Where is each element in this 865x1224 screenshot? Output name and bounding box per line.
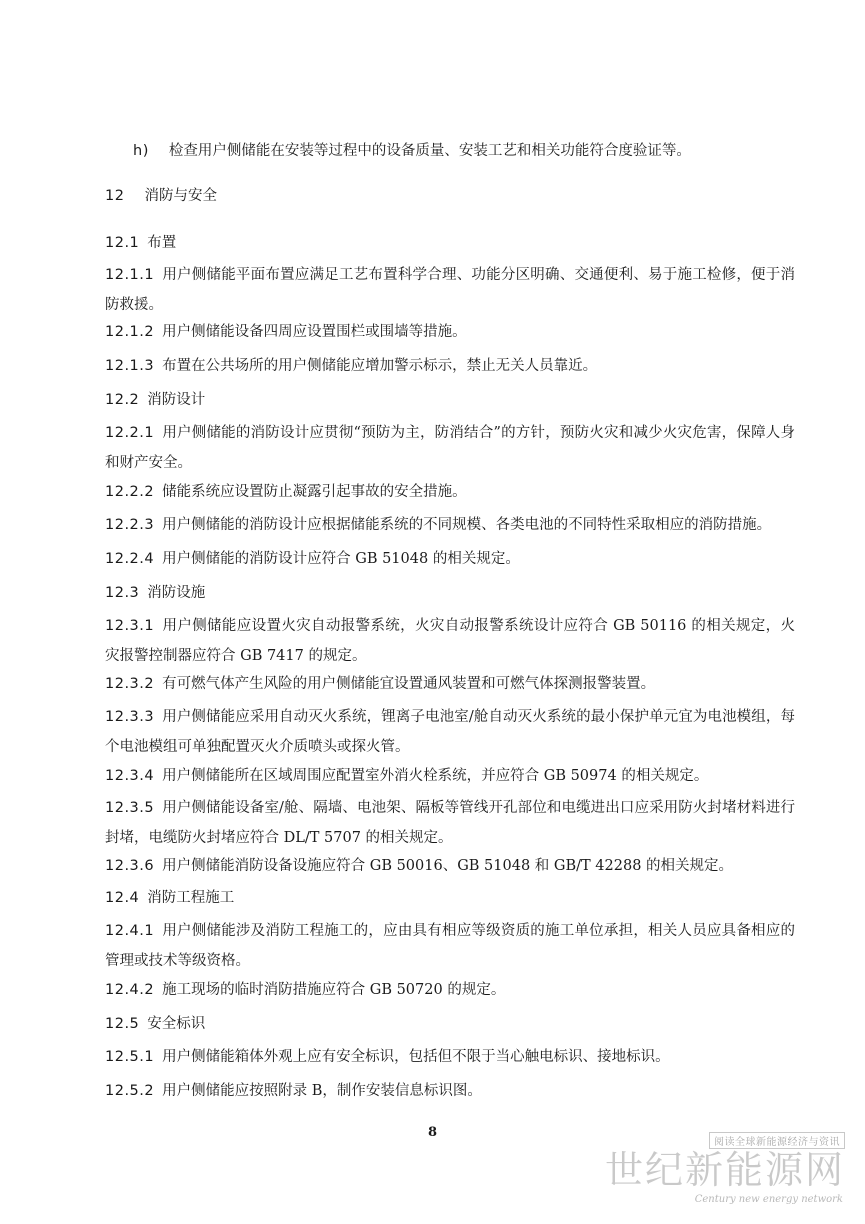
clause-number: 12.4.1 [105, 923, 155, 939]
clause-number: 12.5.1 [105, 1049, 155, 1065]
clause-12-2-3 [105, 511, 795, 539]
clause-number: 12.3.2 [105, 676, 155, 692]
clause-12-3-3 [105, 702, 795, 762]
section-heading-12-2 [105, 386, 795, 414]
clause-text: 用户侧储能应按照附录 B，制作安装信息标识图。 [162, 1083, 482, 1099]
section-title: 安全标识 [147, 1016, 206, 1032]
clause-number: 12.5.2 [105, 1083, 155, 1099]
section-number: 12.3 [105, 585, 140, 601]
section-title: 消防设施 [147, 585, 206, 601]
clause-12-1-2 [105, 318, 795, 346]
clause-text: 用户侧储能设备四周应设置围栏或围墙等措施。 [162, 324, 467, 340]
section-number: 12.4 [105, 890, 140, 906]
list-item-h [133, 137, 823, 165]
clause-number: 12.2.2 [105, 484, 155, 500]
clause-number: 12.3.5 [105, 800, 155, 816]
section-title: 消防工程施工 [147, 890, 235, 906]
clause-number: 12.1.3 [105, 358, 155, 374]
clause-number: 12.2.3 [105, 517, 155, 533]
section-number: 12.2 [105, 392, 140, 408]
clause-number: 12.4.2 [105, 982, 155, 998]
clause-number: 12.3.6 [105, 858, 155, 874]
clause-text: 施工现场的临时消防措施应符合 GB 50720 的规定。 [162, 982, 506, 998]
watermark-title: 世纪新能源网 [604, 1148, 845, 1192]
section-title: 布置 [147, 235, 177, 251]
clause-text: 有可燃气体产生风险的用户侧储能宜设置通风装置和可燃气体探测报警装置。 [162, 676, 656, 692]
clause-text: 布置在公共场所的用户侧储能应增加警示标示，禁止无关人员靠近。 [162, 358, 598, 374]
section-number: 12.1 [105, 235, 140, 251]
clause-12-1-3 [105, 352, 795, 380]
clause-number: 12.3.3 [105, 709, 155, 725]
clause-12-3-6 [105, 852, 795, 880]
clause-number: 12.1.2 [105, 324, 155, 340]
section-heading-12-5 [105, 1010, 795, 1038]
clause-number: 12.2.4 [105, 551, 155, 567]
section-title: 消防设计 [147, 392, 206, 408]
clause-number: 12.3.4 [105, 768, 155, 784]
clause-12-2-2 [105, 478, 795, 506]
clause-12-3-4 [105, 762, 795, 790]
clause-12-3-2 [105, 670, 795, 698]
clause-12-4-2 [105, 976, 795, 1004]
clause-text: 用户侧储能的消防设计应根据储能系统的不同规模、各类电池的不同特性采取相应的消防措施。 [162, 517, 772, 533]
clause-12-5-1 [105, 1043, 795, 1071]
clause-text: 用户侧储能消防设备设施应符合 GB 50016、GB 51048 和 GB/T 42288 的相关规定。 [162, 858, 734, 874]
clause-text: 用户侧储能所在区域周围应配置室外消火栓系统，并应符合 GB 50974 的相关规定。 [162, 768, 709, 784]
watermark-logo [604, 1132, 845, 1212]
clause-text: 用户侧储能涉及消防工程施工的，应由具有相应等级资质的施工单位承担，相关人员应具备相应的管理或技术等级资格。 [105, 923, 795, 969]
item-label: h) [133, 143, 149, 159]
section-number: 12 [105, 188, 125, 204]
clause-text: 用户侧储能的消防设计应贯彻“预防为主，防消结合”的方针，预防火灾和减少火灾危害，保障人身和财产安全。 [105, 425, 795, 471]
clause-number: 12.2.1 [105, 425, 155, 441]
page-number: 8 [427, 1125, 438, 1140]
section-number: 12.5 [105, 1016, 140, 1032]
section-heading-12 [105, 182, 795, 210]
clause-number: 12.1.1 [105, 267, 155, 283]
watermark-subtitle: Century new energy network [694, 1194, 843, 1205]
clause-text: 用户侧储能平面布置应满足工艺布置科学合理、功能分区明确、交通便利、易于施工检修，便于消防救援。 [105, 267, 795, 313]
clause-text: 用户侧储能箱体外观上应有安全标识，包括但不限于当心触电标识、接地标识。 [162, 1049, 670, 1065]
clause-number: 12.3.1 [105, 618, 155, 634]
clause-12-5-2 [105, 1077, 795, 1105]
section-heading-12-1 [105, 229, 795, 257]
clause-text: 用户侧储能设备室/舱、隔墙、电池架、隔板等管线开孔部位和电缆进出口应采用防火封堵材料进行封堵，电缆防火封堵应符合 DL/T 5707 的相关规定。 [105, 800, 795, 846]
clause-12-3-1 [105, 611, 795, 671]
clause-12-4-1 [105, 916, 795, 976]
clause-text: 用户侧储能应设置火灾自动报警系统，火灾自动报警系统设计应符合 GB 50116 的相关规定，火灾报警控制器应符合 GB 7417 的规定。 [105, 618, 795, 664]
section-heading-12-3 [105, 579, 795, 607]
item-text: 检查用户侧储能在安装等过程中的设备质量、安装工艺和相关功能符合度验证等。 [168, 143, 691, 159]
watermark-tagline: 阅读全球新能源经济与资讯 [709, 1132, 845, 1149]
clause-text: 用户侧储能应采用自动灭火系统，锂离子电池室/舱自动灭火系统的最小保护单元宜为电池模组，每个电池模组可单独配置灭火介质喷头或探火管。 [105, 709, 795, 755]
section-title: 消防与安全 [144, 188, 217, 204]
clause-12-2-1 [105, 418, 795, 478]
clause-text: 储能系统应设置防止凝露引起事故的安全措施。 [162, 484, 467, 500]
section-heading-12-4 [105, 884, 795, 912]
clause-12-3-5 [105, 793, 795, 853]
clause-12-2-4 [105, 545, 795, 573]
clause-text: 用户侧储能的消防设计应符合 GB 51048 的相关规定。 [162, 551, 520, 567]
clause-12-1-1 [105, 260, 795, 320]
